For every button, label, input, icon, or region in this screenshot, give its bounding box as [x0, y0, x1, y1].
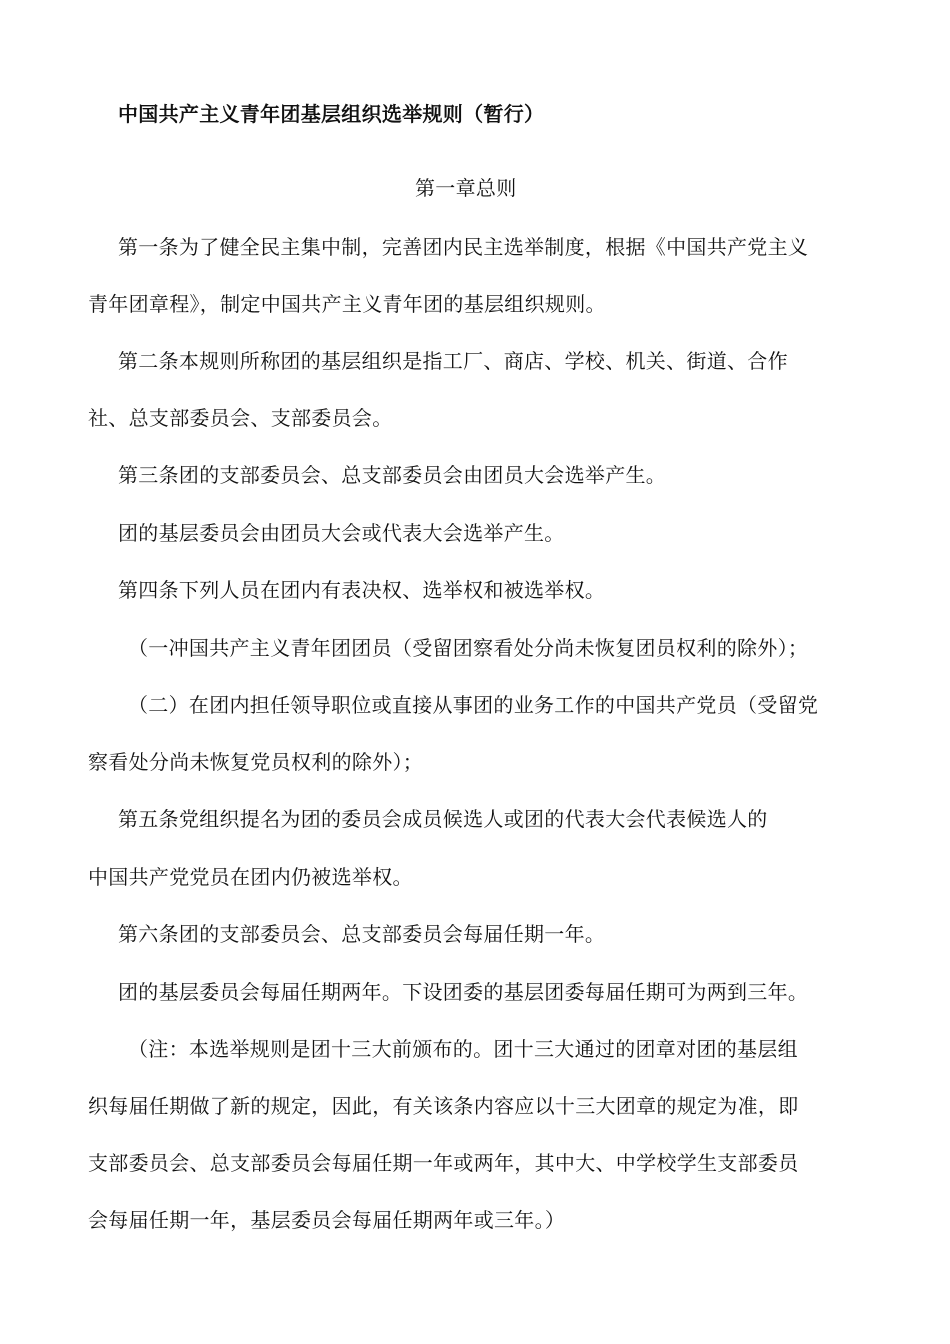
paragraph-line: 团的基层委员会由团员大会或代表大会选举产生。	[118, 521, 565, 545]
paragraph-line: 团的基层委员会每届任期两年。下设团委的基层团委每届任期可为两到三年。	[118, 980, 809, 1004]
paragraph-line: 第六条团的支部委员会、总支部委员会每届任期一年。	[118, 922, 606, 946]
paragraph-line: 支部委员会、总支部委员会每届任期一年或两年，其中大、中学校学生支部委员	[88, 1151, 799, 1175]
paragraph-line: 第二条本规则所称团的基层组织是指工厂、商店、学校、机关、街道、合作	[118, 349, 788, 373]
paragraph-line: 青年团章程》，制定中国共产主义青年团的基层组织规则。	[88, 292, 606, 316]
paragraph-line: （二）在团内担任领导职位或直接从事团的业务工作的中国共产党员（受留党	[128, 693, 819, 717]
chapter-heading: 第一章总则	[415, 176, 517, 200]
paragraph-line: 织每届任期做了新的规定，因此，有关该条内容应以十三大团章的规定为准，即	[88, 1094, 799, 1118]
paragraph-line: 第四条下列人员在团内有表决权、选举权和被选举权。	[118, 578, 606, 602]
paragraph-line: 第五条党组织提名为团的委员会成员候选人或团的代表大会代表候选人的	[118, 807, 768, 831]
document-title: 中国共产主义青年团基层组织选举规则（暂行）	[118, 102, 545, 126]
paragraph-line: 社、总支部委员会、支部委员会。	[88, 406, 393, 430]
paragraph-line: 第三条团的支部委员会、总支部委员会由团员大会选举产生。	[118, 463, 667, 487]
paragraph-line: 第一条为了健全民主集中制，完善团内民主选举制度，根据《中国共产党主义	[118, 235, 809, 259]
paragraph-line: 察看处分尚未恢复党员权利的除外）；	[88, 750, 424, 774]
paragraph-line: 会每届任期一年，基层委员会每届任期两年或三年。）	[88, 1208, 566, 1232]
paragraph-line: 中国共产党党员在团内仍被选举权。	[88, 865, 413, 889]
paragraph-line: （一冲国共产主义青年团团员（受留团察看处分尚未恢复团员权利的除外）；	[128, 636, 809, 660]
paragraph-line: （注：本选举规则是团十三大前颁布的。团十三大通过的团章对团的基层组	[128, 1037, 798, 1061]
